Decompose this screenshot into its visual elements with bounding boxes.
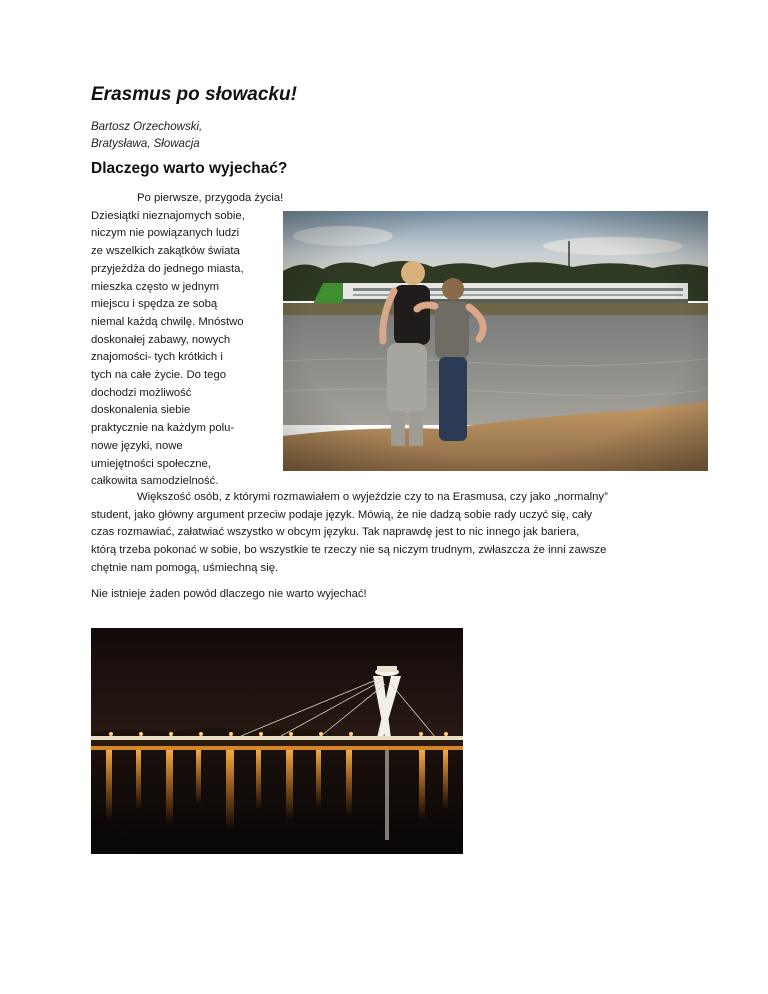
river-photo <box>283 211 708 471</box>
text-line: niczym nie powiązanych ludzi <box>91 227 240 240</box>
text-line: praktycznie na każdym polu- <box>91 422 235 435</box>
body-paragraph-3 <box>91 586 691 604</box>
intro-paragraph <box>91 190 284 491</box>
text-line: całkowita samodzielność. <box>91 475 219 488</box>
text-line: student, jako główny argument przeciw podaje język. Mówią, że nie dadzą sobie rady uczyć się, cały <box>91 508 593 521</box>
body-paragraph-2 <box>91 489 691 578</box>
text-line: nowe języki, nowe <box>91 439 183 452</box>
author-name: Bartosz Orzechowski, <box>91 121 203 133</box>
text-line: Nie istnieje żaden powód dlaczego nie warto wyjechać! <box>91 588 367 600</box>
author-info <box>91 119 202 153</box>
text-line: dochodzi możliwość <box>91 386 192 399</box>
text-line: Większość osób, z którymi rozmawiałem o wyjeździe czy to na Erasmusa, czy jako „normalny” <box>137 491 608 503</box>
text-line: doskonałej zabawy, nowych <box>91 333 231 346</box>
text-line: doskonalenia siebie <box>91 404 191 417</box>
text-line: którą trzeba pokonać w sobie, bo wszystkie te rzeczy nie są niczym trudnym, zwłaszcza że inni zawsze <box>91 544 607 557</box>
document-title: Erasmus po słowacku! <box>91 84 297 105</box>
text-line: przyjeżdża do jednego miasta, <box>91 262 244 275</box>
text-line: niemal każdą chwilę. Mnóstwo <box>91 315 244 328</box>
text-line: ze wszelkich zakątków świata <box>91 245 240 258</box>
text-line: tych na całe życie. Do tego <box>91 369 227 382</box>
text-line: miejscu i spędza ze sobą <box>91 298 218 311</box>
text-line: mieszka często w jednym <box>91 280 220 293</box>
text-line: czas rozmawiać, załatwiać wszystko w obcym języku. Tak naprawdę jest to nic innego jak bariera, <box>91 526 580 539</box>
text-line: znajomości- tych krótkich i <box>91 351 223 364</box>
text-line: Po pierwsze, przygoda życia! <box>137 192 284 204</box>
bridge-photo-image <box>91 628 463 854</box>
text-line: umiejętności społeczne, <box>91 457 211 470</box>
author-location: Bratysława, Słowacja <box>91 138 200 150</box>
text-line: Dziesiątki nieznajomych sobie, <box>91 209 245 222</box>
section-heading: Dlaczego warto wyjechać? <box>91 160 288 177</box>
bridge-photo <box>91 628 463 854</box>
text-line: chętnie nam pomogą, uśmiechną się. <box>91 561 279 574</box>
river-photo-image <box>283 211 708 471</box>
